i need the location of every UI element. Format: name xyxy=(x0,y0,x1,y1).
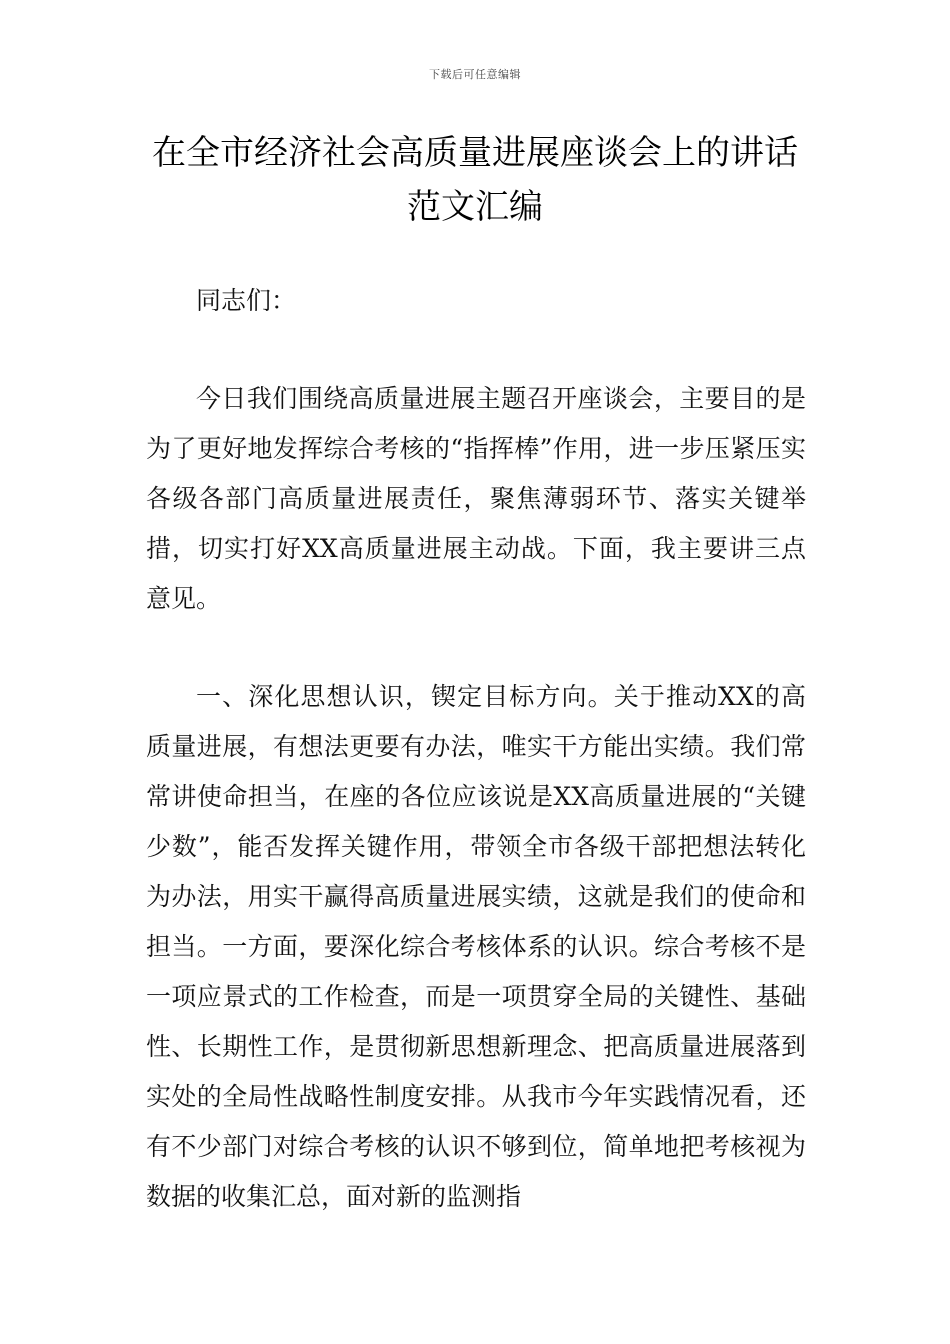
document-title: 在全市经济社会高质量进展座谈会上的讲话范文汇编 xyxy=(152,133,798,227)
paragraph-section-one: 一、深化思想认识，锲定目标方向。关于推动XX的高质量进展，有想法更要有办法，唯实干方能出实绩。我们常常讲使命担当，在座的各位应该说是XX高质量进展的“关键少数”，能否发挥关键作用，带领全市各级干部把想法转化为办法，用实干赢得高质量进展实绩，这就是我们的使命和担当。一方面，要深化综合考核体系的认识。综合考核不是一项应景式的工作检查，而是一项贯穿全局的关键性、基础性、长期性工作，是贯彻新思想新理念、把高质量进展落到实处的全局性战略性制度安排。从我市今年实践情况看，还有不少部门对综合考核的认识不够到位，简单地把考核视为数据的收集汇总，面对新的监测指 xyxy=(146,682,806,1211)
header-note: 下载后可任意编辑 xyxy=(429,68,521,81)
salutation: 同志们： xyxy=(196,286,297,315)
paragraph-intro: 今日我们围绕高质量进展主题召开座谈会，主要目的是为了更好地发挥综合考核的“指挥棒”作用，进一步压紧压实各级各部门高质量进展责任，聚焦薄弱环节、落实关键举措，切实打好XX高质量进展主动战。下面，我主要讲三点意见。 xyxy=(146,384,806,613)
